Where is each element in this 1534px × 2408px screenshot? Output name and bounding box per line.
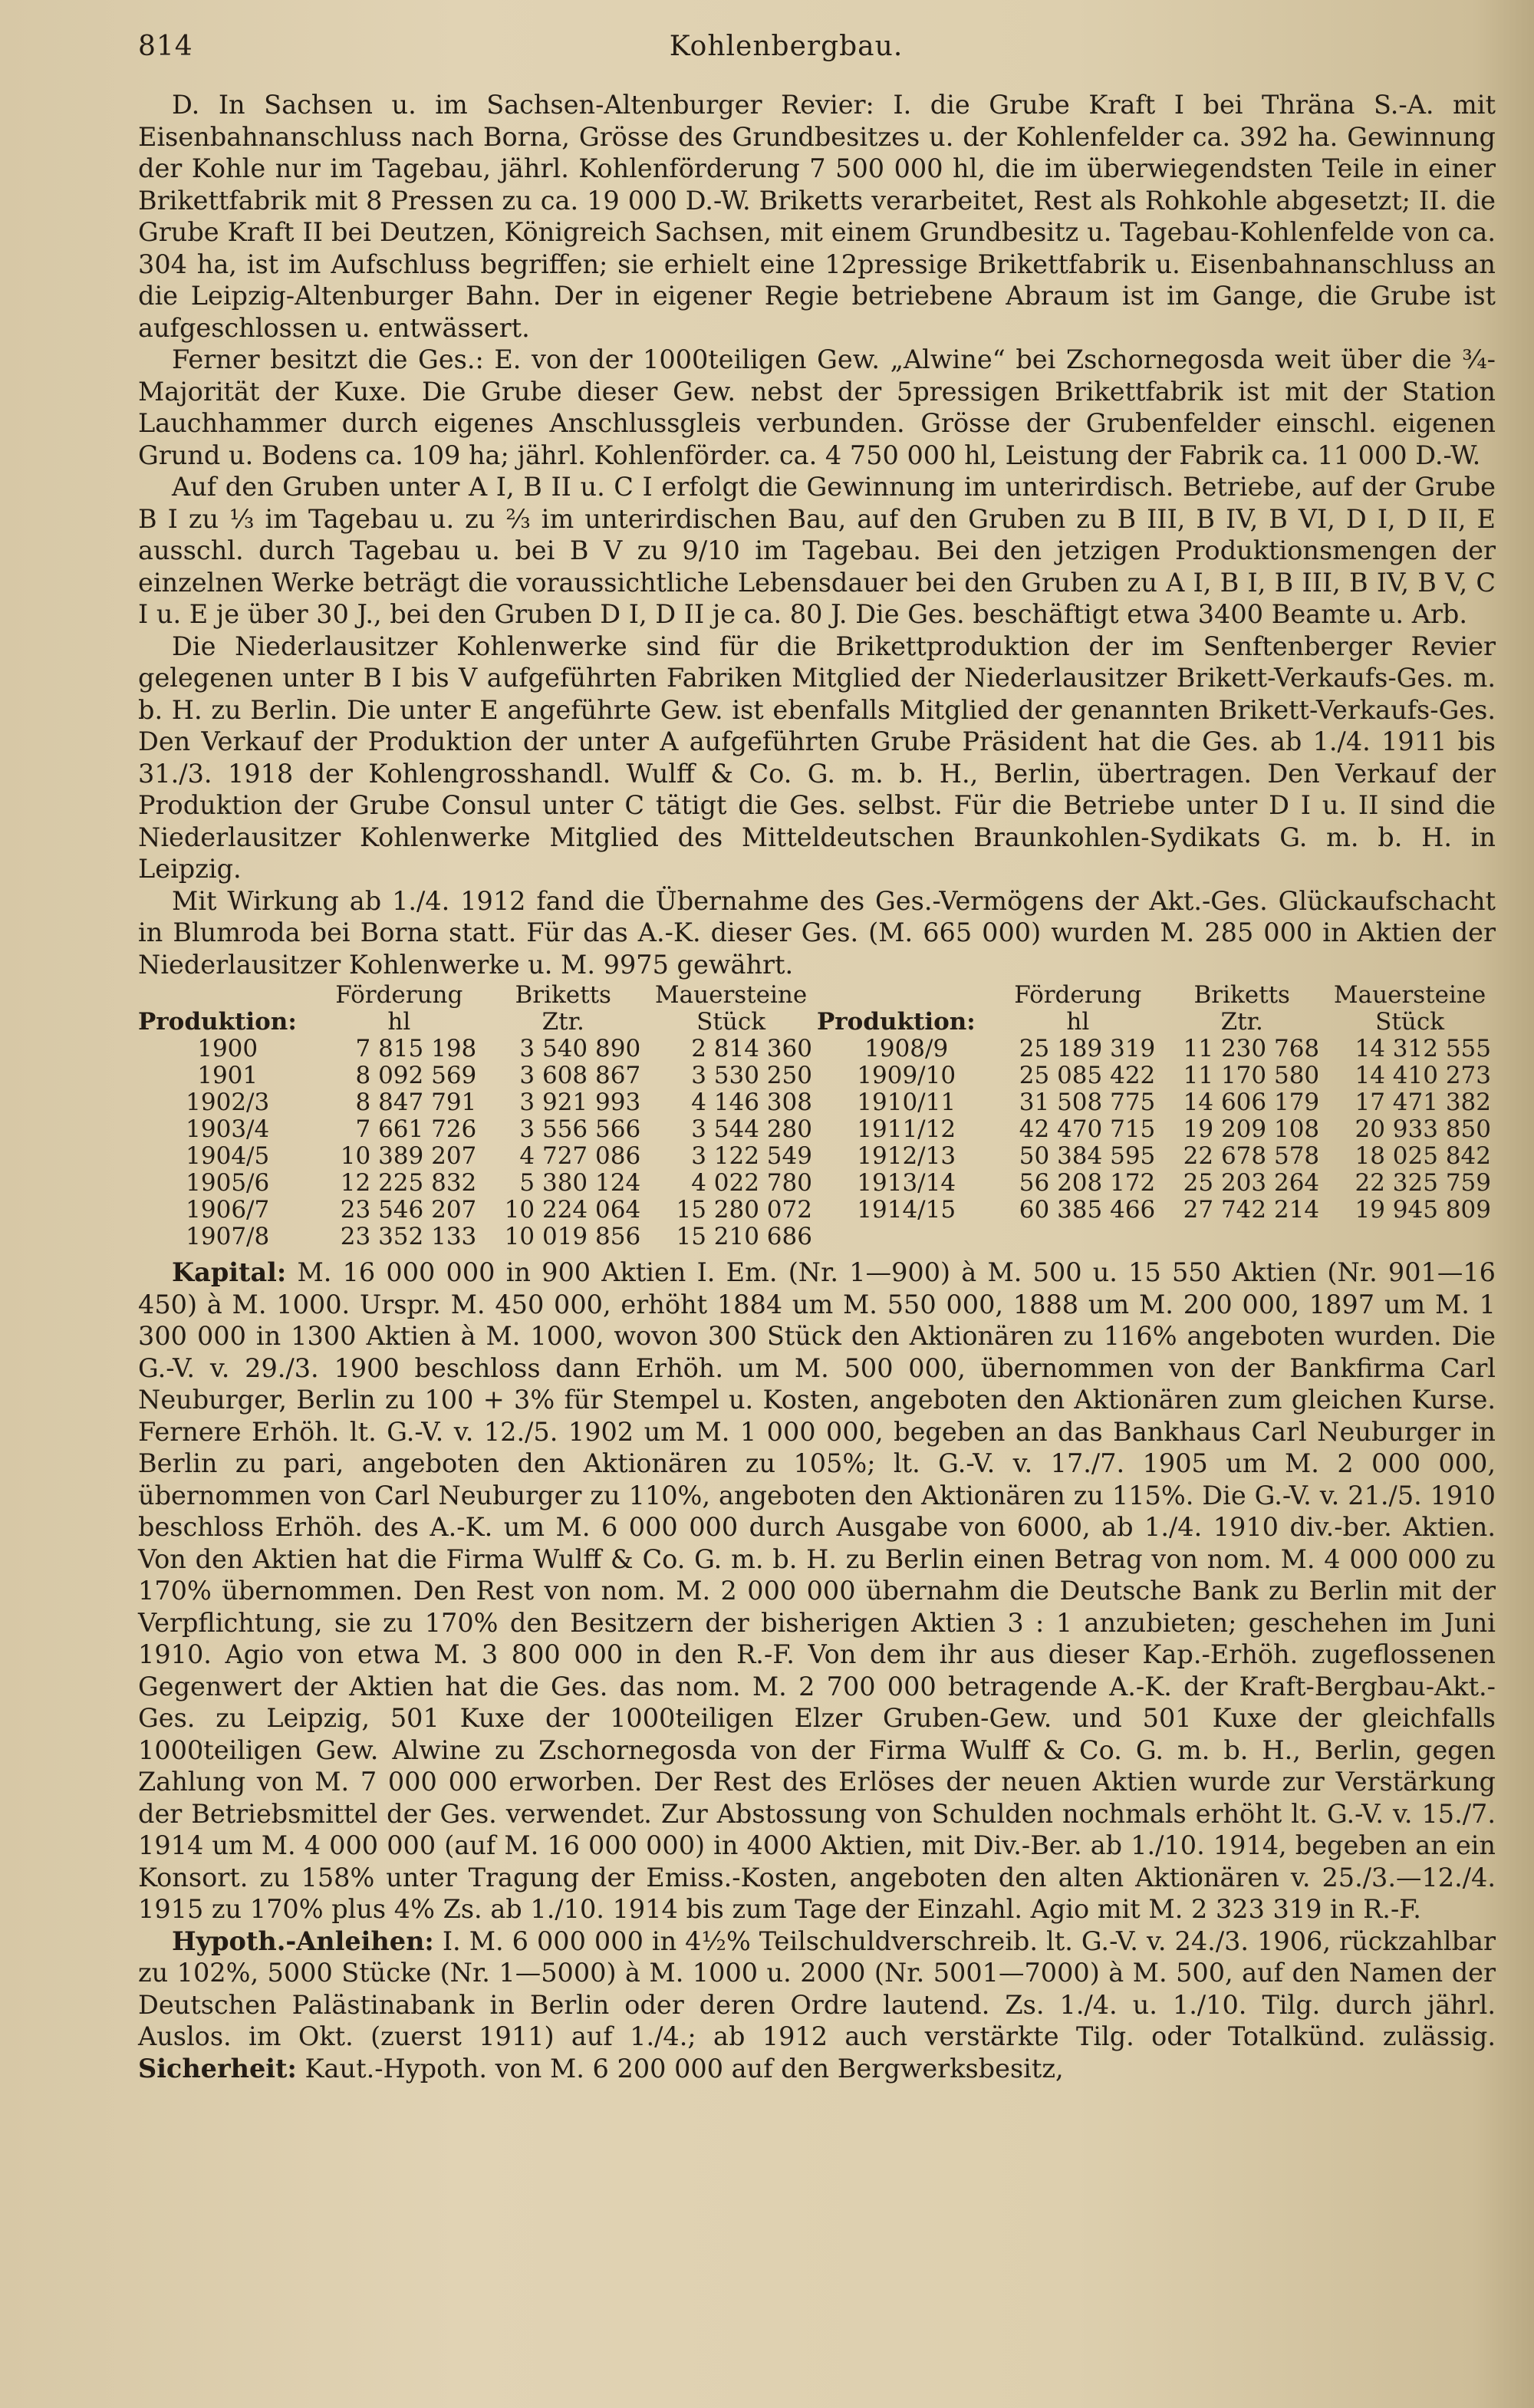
mauersteine-cell: 4 022 780: [691, 1169, 812, 1197]
foerderung-cell: 56 208 172: [1019, 1169, 1156, 1197]
foerderung-cell: [996, 1224, 1160, 1250]
briketts-cell: 3 540 890: [519, 1035, 641, 1062]
foerderung-cell: 25 085 422: [1019, 1062, 1156, 1089]
year-cell: 1911/12: [857, 1115, 956, 1143]
year-cell: 1913/14: [857, 1169, 956, 1197]
mauersteine-cell: 15 210 686: [676, 1223, 812, 1250]
mauersteine-cell: 20 933 850: [1355, 1115, 1491, 1143]
table-row: [138, 1143, 1496, 1170]
table-row: [138, 1224, 1496, 1250]
col-mauersteine: Mauersteine: [654, 981, 808, 1009]
foerderung-cell: 12 225 832: [340, 1169, 477, 1197]
table-row: [138, 1197, 1496, 1224]
year-cell: 1914/15: [857, 1196, 956, 1224]
briketts-cell: 11 230 768: [1183, 1035, 1320, 1062]
mauersteine-cell: 18 025 842: [1355, 1142, 1491, 1170]
briketts-cell: 14 606 179: [1183, 1089, 1320, 1116]
sicherheit-text: Kaut.-Hypoth. von M. 6 200 000 auf den Bergwerksbesitz,: [304, 2053, 1064, 2084]
foerderung-cell: 23 546 207: [340, 1196, 477, 1224]
foerderung-cell: 50 384 595: [1019, 1142, 1156, 1170]
unit-stueck: Stück: [1375, 1008, 1444, 1036]
table-row: [138, 1036, 1496, 1062]
page-number: 814: [138, 31, 193, 62]
hypoth-text: I. M. 6 000 000 in 4½% Teilschuldverschreib. lt. G.-V. v. 24./3. 1906, rückzahlbar zu 102%, 5000 Stücke (Nr. 1—5000) à M. 1000 u. 2000 (Nr. 5001—7000) à M. 500, auf den Namen der Deutschen Palästinabank in Berlin oder deren Ordre lautend. Zs. 1./4. u. 1./10. Tilg. durch jährl. Auslos. im Okt. (zuerst 1911) auf 1./4.; ab 1912 auch verstärkte Tilg. oder Totalkünd. zulässig.: [138, 1925, 1496, 2051]
foerderung-cell: 60 385 466: [1019, 1196, 1156, 1224]
paragraph-alwine: Ferner besitzt die Ges.: E. von der 1000teiligen Gew. „Alwine“ bei Zschornegosda weit über die ¾-Majorität der Kuxe. Die Grube dieser Gew. nebst der 5pressigen Brikettfabrik ist mit der Station Lauchhammer durch eigenes Anschlussgleis verbunden. Grösse der Grubenfelder einschl. eigenen Grund u. Bodens ca. 109 ha; jährl. Kohlenförder. ca. 4 750 000 hl, Leistung der Fabrik ca. 11 000 D.-W.: [138, 344, 1496, 470]
mauersteine-cell: 17 471 382: [1355, 1089, 1491, 1116]
briketts-cell: 27 742 214: [1183, 1196, 1320, 1224]
year-cell: 1902/3: [186, 1089, 270, 1116]
mauersteine-cell: 15 280 072: [676, 1196, 812, 1224]
unit-ztr: Ztr.: [1220, 1008, 1263, 1036]
production-label: Produktion:: [816, 1008, 976, 1036]
briketts-cell: 3 608 867: [519, 1062, 641, 1089]
sicherheit-heading: Sicherheit:: [138, 2053, 297, 2084]
year-cell: 1907/8: [186, 1223, 270, 1250]
briketts-cell: [1160, 1224, 1324, 1250]
briketts-cell: 5 380 124: [519, 1169, 641, 1197]
foerderung-cell: 8 092 569: [355, 1062, 477, 1089]
year-cell: 1901: [197, 1062, 258, 1089]
briketts-cell: 3 921 993: [519, 1089, 641, 1116]
production-header-row: [138, 982, 1496, 1009]
unit-hl: hl: [387, 1008, 411, 1036]
briketts-cell: 25 203 264: [1183, 1169, 1320, 1197]
production-label: Produktion:: [138, 1008, 297, 1036]
year-cell: 1900: [197, 1035, 258, 1062]
table-row: [138, 1170, 1496, 1197]
foerderung-cell: 25 189 319: [1019, 1035, 1156, 1062]
page-body: [138, 89, 1496, 2084]
table-row: [138, 1062, 1496, 1089]
year-cell: 1909/10: [857, 1062, 956, 1089]
foerderung-cell: 10 389 207: [340, 1142, 477, 1170]
unit-ztr: Ztr.: [542, 1008, 584, 1036]
mauersteine-cell: 22 325 759: [1355, 1169, 1491, 1197]
mauersteine-cell: 3 544 280: [691, 1115, 812, 1143]
briketts-cell: 3 556 566: [519, 1115, 641, 1143]
col-foerderung: Förderung: [1014, 981, 1142, 1009]
col-mauersteine: Mauersteine: [1333, 981, 1486, 1009]
running-title: Kohlenbergbau.: [669, 31, 904, 62]
year-cell: 1905/6: [186, 1169, 270, 1197]
kapital-text: M. 16 000 000 in 900 Aktien I. Em. (Nr. 1—900) à M. 500 u. 15 550 Aktien (Nr. 901—16 450) à M. 1000. Urspr. M. 450 000, erhöht 1884 um M. 550 000, 1888 um M. 200 000, 1897 um M. 1 300 000 in 1300 Aktien à M. 1000, wovon 300 Stück den Aktionären zu 116% angeboten wurden. Die G.-V. v. 29./3. 1900 beschloss dann Erhöh. um M. 500 000, übernommen von der Bankfirma Carl Neuburger, Berlin zu 100 + 3% für Stempel u. Kosten, angeboten den Aktionären zum gleichen Kurse. Fernere Erhöh. lt. G.-V. v. 12./5. 1902 um M. 1 000 000, begeben an das Bankhaus Carl Neuburger in Berlin zu pari, angeboten den Aktionären zu 105%; lt. G.-V. v. 17./7. 1905 um M. 2 000 000, übernommen von Carl Neuburger zu 110%, angeboten den Aktionären zu 115%. Die G.-V. v. 21./5. 1910 beschloss Erhöh. des A.-K. um M. 6 000 000 durch Ausgabe von 6000, ab 1./4. 1910 div.-ber. Aktien. Von den Aktien hat die Firma Wulff & Co. G. m. b. H. zu Berlin einen Betrag von nom. M. 4 000 000 zu 170% übernommen. Den Rest von nom. M. 2 000 000 übernahm die Deutsche Bank zu Berlin mit der Verpflichtung, sie zu 170% den Besitzern der bisherigen Aktien 3 : 1 anzubieten; geschehen im Juni 1910. Agio von etwa M. 3 800 000 in den R.-F. Von dem ihr aus dieser Kap.-Erhöh. zugeflossenen Gegenwert der Aktien hat die Ges. das nom. M. 2 700 000 betragende A.-K. der Kraft-Bergbau-Akt.-Ges. zu Leipzig, 501 Kuxe der 1000teiligen Elzer Gruben-Gew. und 501 Kuxe der gleichfalls 1000teiligen Gew. Alwine zu Zschornegosda von der Firma Wulff & Co. G. m. b. H., Berlin, gegen Zahlung von M. 7 000 000 erworben. Der Rest des Erlöses der neuen Aktien wurde zur Verstärkung der Betriebsmittel der Ges. verwendet. Zur Abstossung von Schulden nochmals erhöht lt. G.-V. v. 15./7. 1914 um M. 4 000 000 (auf M. 16 000 000) in 4000 Aktien, mit Div.-Ber. ab 1./10. 1914, begeben an ein Konsort. zu 158% unter Tragung der Emiss.-Kosten, angeboten den alten Aktionären v. 25./3.—12./4. 1915 zu 170% plus 4% Zs. ab 1./10. 1914 bis zum Tage der Einzahl. Agio mit M. 2 323 319 in R.-F.: [138, 1257, 1496, 1924]
table-row: [138, 1089, 1496, 1116]
briketts-cell: 10 019 856: [504, 1223, 641, 1250]
kapital-heading: Kapital:: [172, 1257, 287, 1287]
year-cell: 1908/9: [864, 1035, 949, 1062]
unit-hl: hl: [1066, 1008, 1090, 1036]
foerderung-cell: 31 508 775: [1019, 1089, 1156, 1116]
year-cell: 1904/5: [186, 1142, 270, 1170]
table-row: [138, 1116, 1496, 1143]
mauersteine-cell: 19 945 809: [1355, 1196, 1491, 1224]
mauersteine-cell: 4 146 308: [691, 1089, 812, 1116]
year-cell: 1912/13: [857, 1142, 956, 1170]
mauersteine-cell: 14 312 555: [1355, 1035, 1491, 1062]
briketts-cell: 4 727 086: [519, 1142, 641, 1170]
paragraph-hypoth-anleihen: [138, 1925, 1496, 2085]
unit-stueck: Stück: [696, 1008, 765, 1036]
briketts-cell: 22 678 578: [1183, 1142, 1320, 1170]
hypoth-heading: Hypoth.-Anleihen:: [172, 1925, 434, 1956]
col-briketts: Briketts: [515, 981, 611, 1009]
col-briketts: Briketts: [1193, 981, 1290, 1009]
production-table: [138, 982, 1496, 1250]
foerderung-cell: 8 847 791: [355, 1089, 477, 1116]
foerderung-cell: 7 661 726: [355, 1115, 477, 1143]
foerderung-cell: 7 815 198: [355, 1035, 477, 1062]
paragraph-kapital: [138, 1257, 1496, 1925]
col-foerderung: Förderung: [335, 981, 463, 1009]
year-cell: 1903/4: [186, 1115, 270, 1143]
year-cell: 1910/11: [857, 1089, 956, 1116]
year-cell: 1906/7: [186, 1196, 270, 1224]
briketts-cell: 11 170 580: [1183, 1062, 1320, 1089]
production-unit-row: [138, 1009, 1496, 1036]
foerderung-cell: 42 470 715: [1019, 1115, 1156, 1143]
year-cell: [817, 1224, 996, 1250]
mauersteine-cell: 14 410 273: [1355, 1062, 1491, 1089]
foerderung-cell: 23 352 133: [340, 1223, 477, 1250]
mauersteine-cell: 3 122 549: [691, 1142, 812, 1170]
paragraph-uebernahme: Mit Wirkung ab 1./4. 1912 fand die Übernahme des Ges.-Vermögens der Akt.-Ges. Glückaufschacht in Blumroda bei Borna statt. Für das A.-K. dieser Ges. (M. 665 000) wurden M. 285 000 in Aktien der Niederlausitzer Kohlenwerke u. M. 9975 gewährt.: [138, 885, 1496, 980]
paragraph-verkauf: Die Niederlausitzer Kohlenwerke sind für die Brikettproduktion der im Senftenberger Revier gelegenen unter B I bis V aufgeführten Fabriken Mitglied der Niederlausitzer Brikett-Verkaufs-Ges. m. b. H. zu Berlin. Die unter E angeführte Gew. ist ebenfalls Mitglied der genannten Brikett-Verkaufs-Ges. Den Verkauf der Produktion der unter A aufgeführten Grube Präsident hat die Ges. ab 1./4. 1911 bis 31./3. 1918 der Kohlengrosshandl. Wulff & Co. G. m. b. H., Berlin, übertragen. Den Verkauf der Produktion der Grube Consul unter C tätigt die Ges. selbst. Für die Betriebe unter D I u. II sind die Niederlausitzer Kohlenwerke Mitglied des Mitteldeutschen Braunkohlen-Sydikats G. m. b. H. in Leipzig.: [138, 631, 1496, 884]
briketts-cell: 10 224 064: [504, 1196, 641, 1224]
mauersteine-cell: [1324, 1224, 1496, 1250]
briketts-cell: 19 209 108: [1183, 1115, 1320, 1143]
mauersteine-cell: 3 530 250: [691, 1062, 812, 1089]
paragraph-sachsen: D. In Sachsen u. im Sachsen-Altenburger Revier: I. die Grube Kraft I bei Thräna S.-A. mit Eisenbahnanschluss nach Borna, Grösse des Grundbesitzes u. der Kohlenfelder ca. 392 ha. Gewinnung der Kohle nur im Tagebau, jährl. Kohlenförderung 7 500 000 hl, die im überwiegendsten Teile in einer Brikettfabrik mit 8 Pressen zu ca. 19 000 D.-W. Briketts verarbeitet, Rest als Rohkohle abgesetzt; II. die Grube Kraft II bei Deutzen, Königreich Sachsen, mit einem Grundbesitz u. Tagebau-Kohlenfelde von ca. 304 ha, ist im Aufschluss begriffen; sie erhielt eine 12pressige Brikettfabrik u. Eisenbahnanschluss an die Leipzig-Altenburger Bahn. Der in eigener Regie betriebene Abraum ist im Gange, die Grube ist aufgeschlossen u. entwässert.: [138, 90, 1496, 343]
paragraph-gewinnung: Auf den Gruben unter A I, B II u. C I erfolgt die Gewinnung im unterirdisch. Betriebe, auf der Grube B I zu ⅓ im Tagebau u. zu ⅔ im unterirdischen Bau, auf den Gruben zu B III, B IV, B VI, D I, D II, E ausschl. durch Tagebau u. bei B V zu 9/10 im Tagebau. Bei den jetzigen Produktionsmengen der einzelnen Werke beträgt die voraussichtliche Lebensdauer bei den Gruben zu A I, B I, B III, B IV, B V, C I u. E je über 30 J., bei den Gruben D I, D II je ca. 80 J. Die Ges. beschäftigt etwa 3400 Beamte u. Arb.: [138, 472, 1496, 629]
page-header: [138, 31, 1496, 84]
mauersteine-cell: 2 814 360: [691, 1035, 812, 1062]
